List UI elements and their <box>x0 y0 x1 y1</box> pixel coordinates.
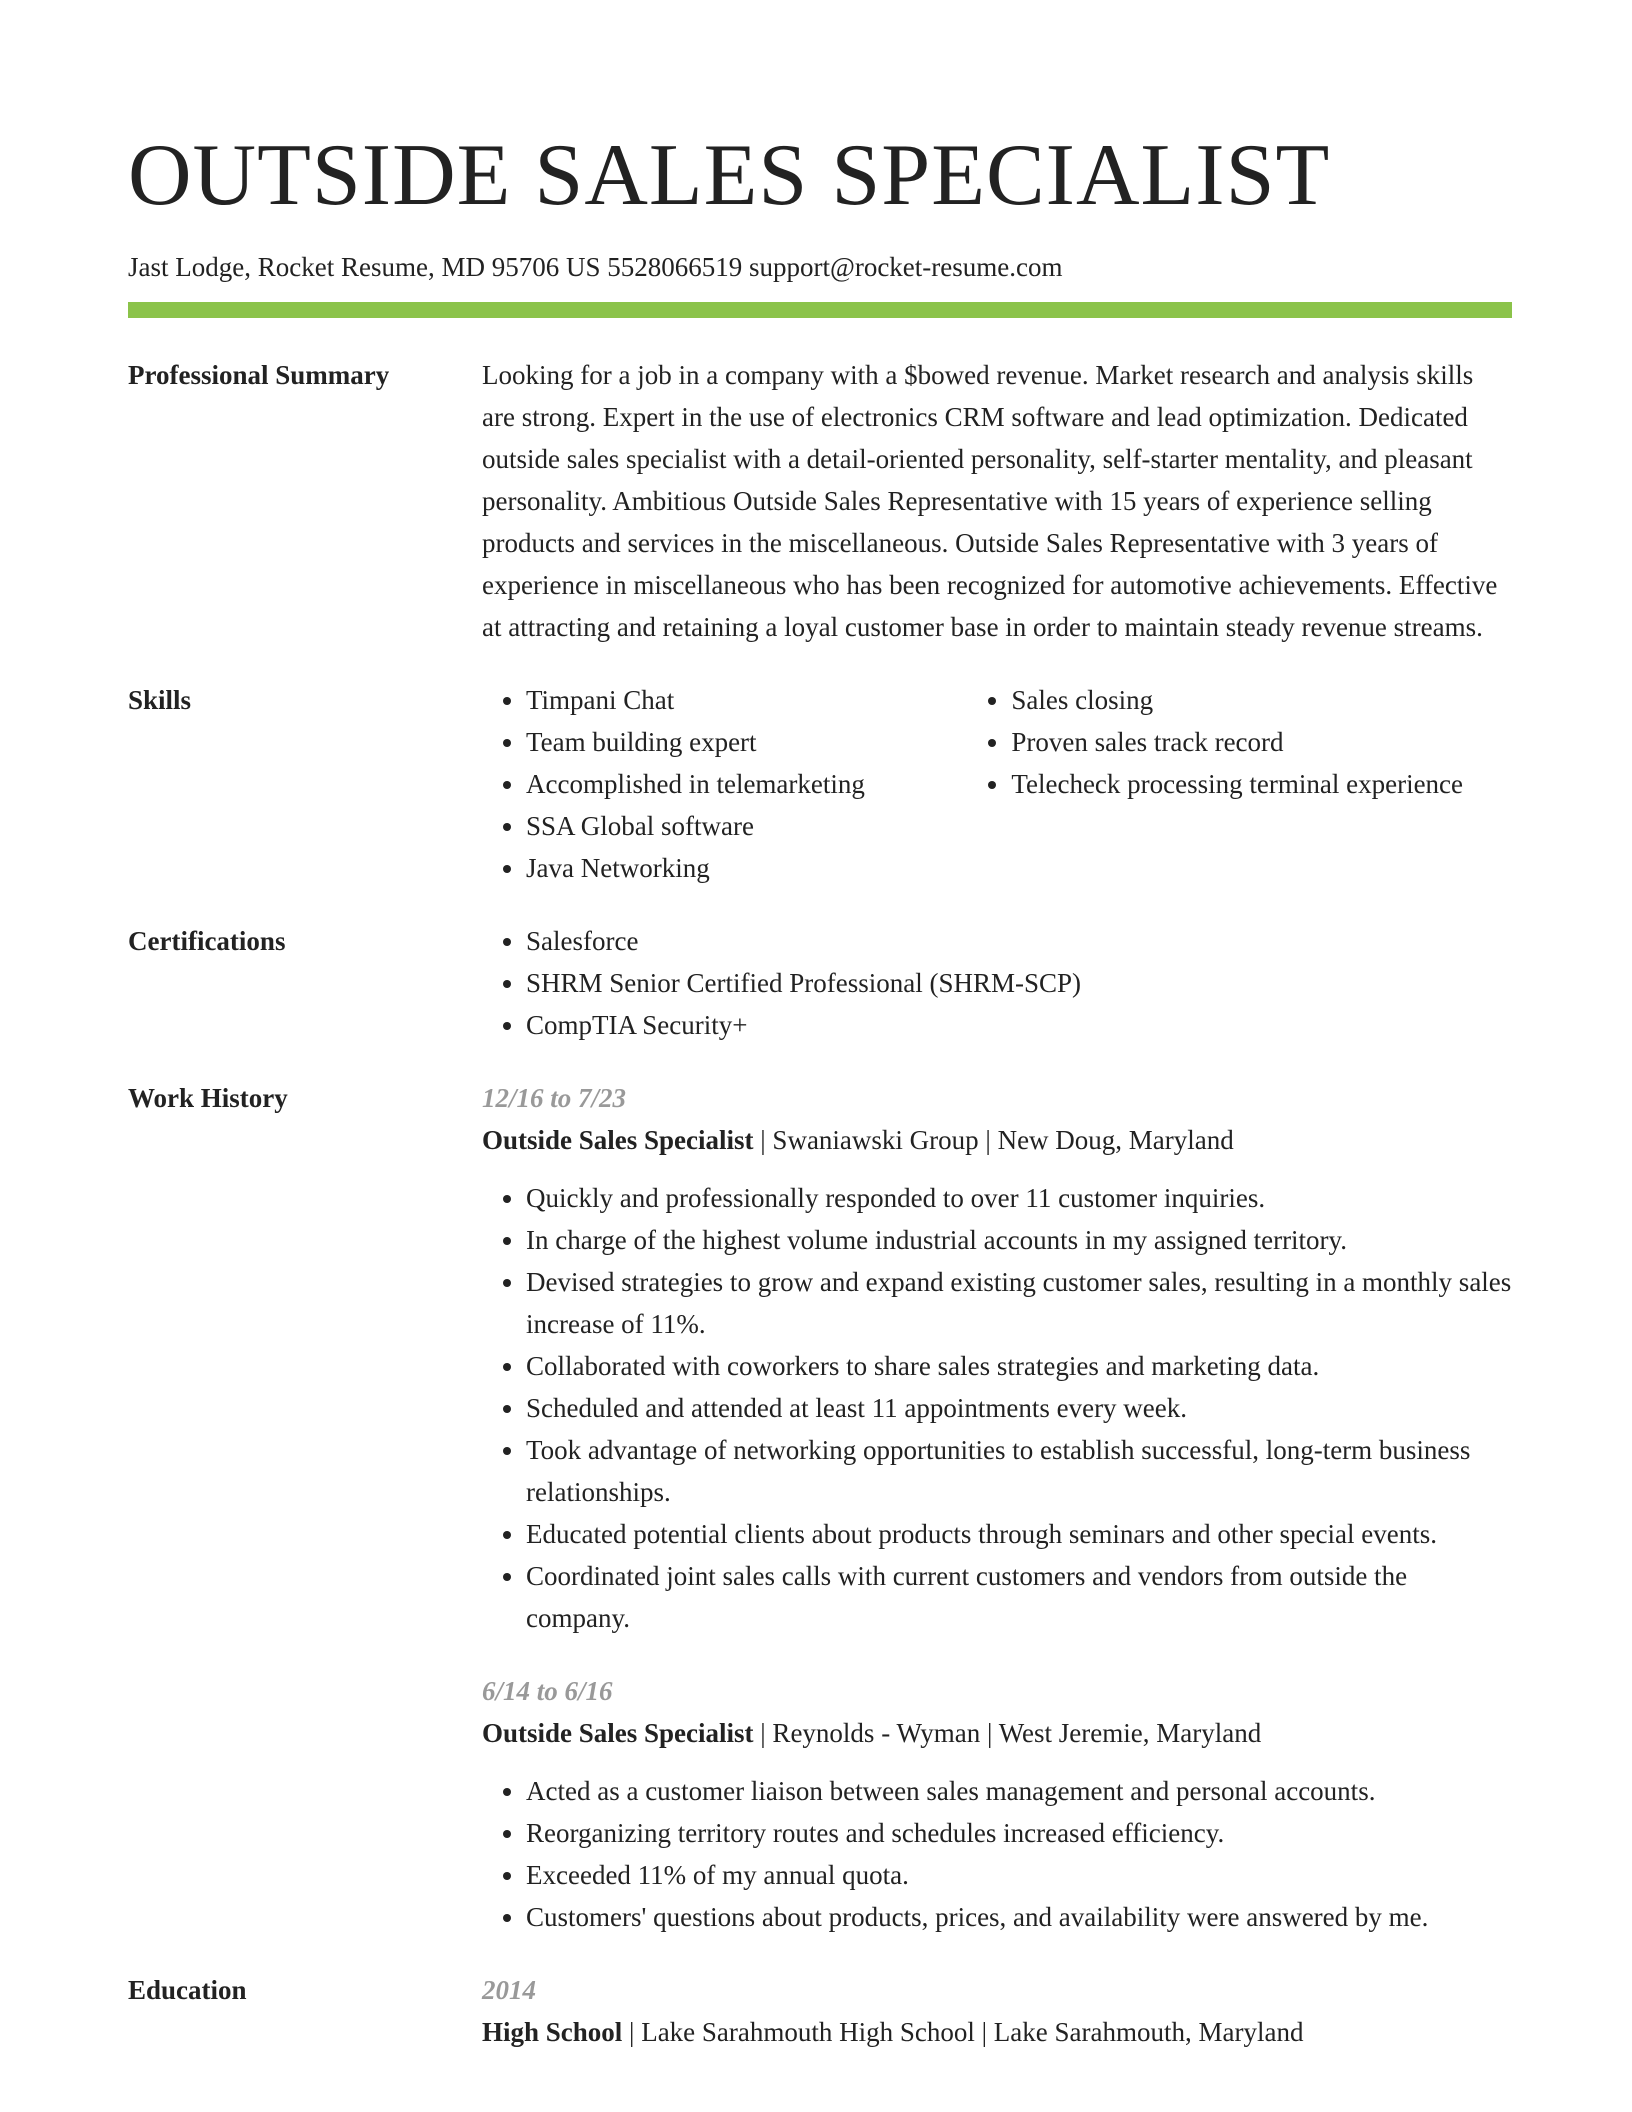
job-heading <box>482 1712 1512 1754</box>
list-item: • Accomplished in telemarketing <box>526 763 967 805</box>
job-heading <box>482 1119 1512 1161</box>
education-details: | Lake Sarahmouth High School | Lake Sarahmouth, Maryland <box>622 2017 1304 2048</box>
summary-text: Looking for a job in a company with a $bowed revenue. Market research and analysis skills are strong. Expert in the use of electronics CRM software and lead optimization. Dedicated outside sales specialist with a detail-oriented personality, self-starter mentality, and pleasant personality. Ambitious Outside Sales Representative with 15 years of experience selling products and services in the miscellaneous. Outside Sales Representative with 3 years of experience in miscellaneous who has been recognized for automotive achievements. Effective at attracting and retaining a loyal customer base in order to maintain steady revenue streams. <box>482 360 1498 643</box>
list-item: • Exceeded 11% of my annual quota. <box>526 1854 1512 1896</box>
section-professional-summary <box>128 354 1512 648</box>
section-label-certifications: Certifications <box>128 926 286 957</box>
list-item: • Coordinated joint sales calls with current customers and vendors from outside the company. <box>526 1555 1512 1639</box>
list-item: • SHRM Senior Certified Professional (SHRM-SCP) <box>526 962 1512 1004</box>
contact-info: Jast Lodge, Rocket Resume, MD 95706 US 5528066519 support@rocket-resume.com <box>128 252 1063 282</box>
list-item: • Devised strategies to grow and expand existing customer sales, resulting in a monthly sales increase of 11%. <box>526 1261 1512 1345</box>
list-item: • Acted as a customer liaison between sales management and personal accounts. <box>526 1770 1512 1812</box>
section-work-history <box>128 1077 1512 1938</box>
job-entry-1 <box>482 1077 1512 1639</box>
section-skills <box>128 679 1512 889</box>
list-item: • Proven sales track record <box>1011 721 1512 763</box>
list-item: • Quickly and professionally responded to over 11 customer inquiries. <box>526 1177 1512 1219</box>
list-item: • Scheduled and attended at least 11 appointments every week. <box>526 1387 1512 1429</box>
job-title: Outside Sales Specialist <box>482 1718 754 1749</box>
skills-list-col1 <box>482 679 967 889</box>
certifications-list <box>482 920 1512 1046</box>
list-item: • Java Networking <box>526 847 967 889</box>
job-bullets <box>482 1177 1512 1639</box>
list-item: • Reorganizing territory routes and schedules increased efficiency. <box>526 1812 1512 1854</box>
job-dates: 6/14 to 6/16 <box>482 1676 613 1707</box>
job-title: Outside Sales Specialist <box>482 1125 754 1156</box>
list-item: • Educated potential clients about products through seminars and other special events. <box>526 1513 1512 1555</box>
list-item: • Sales closing <box>1011 679 1512 721</box>
list-item: • Took advantage of networking opportunities to establish successful, long-term business relationships. <box>526 1429 1512 1513</box>
education-heading <box>482 2011 1512 2053</box>
job-details: | Swaniawski Group | New Doug, Maryland <box>753 1125 1234 1156</box>
list-item: • Salesforce <box>526 920 1512 962</box>
list-item: • Customers' questions about products, prices, and availability were answered by me. <box>526 1896 1512 1938</box>
list-item: • SSA Global software <box>526 805 967 847</box>
section-label-work-history: Work History <box>128 1083 288 1114</box>
header-accent-rule <box>128 302 1512 318</box>
section-certifications <box>128 920 1512 1046</box>
section-education <box>128 1969 1512 2053</box>
list-item: • Team building expert <box>526 721 967 763</box>
job-bullets <box>482 1770 1512 1938</box>
list-item: • In charge of the highest volume industrial accounts in my assigned territory. <box>526 1219 1512 1261</box>
job-entry-2 <box>482 1670 1512 1938</box>
section-label-summary: Professional Summary <box>128 360 390 391</box>
list-item: • Telecheck processing terminal experience <box>1011 763 1512 805</box>
skills-list-col2 <box>967 679 1512 889</box>
list-item: • CompTIA Security+ <box>526 1004 1512 1046</box>
job-dates: 12/16 to 7/23 <box>482 1083 627 1114</box>
education-degree: High School <box>482 2017 623 2048</box>
list-item: • Timpani Chat <box>526 679 967 721</box>
section-label-education: Education <box>128 1975 247 2006</box>
resume-page <box>128 118 1512 2053</box>
resume-title: OUTSIDE SALES SPECIALIST <box>128 127 1331 224</box>
education-dates: 2014 <box>482 1975 536 2006</box>
job-details: | Reynolds - Wyman | West Jeremie, Maryland <box>753 1718 1262 1749</box>
list-item: • Collaborated with coworkers to share sales strategies and marketing data. <box>526 1345 1512 1387</box>
section-label-skills: Skills <box>128 685 192 716</box>
